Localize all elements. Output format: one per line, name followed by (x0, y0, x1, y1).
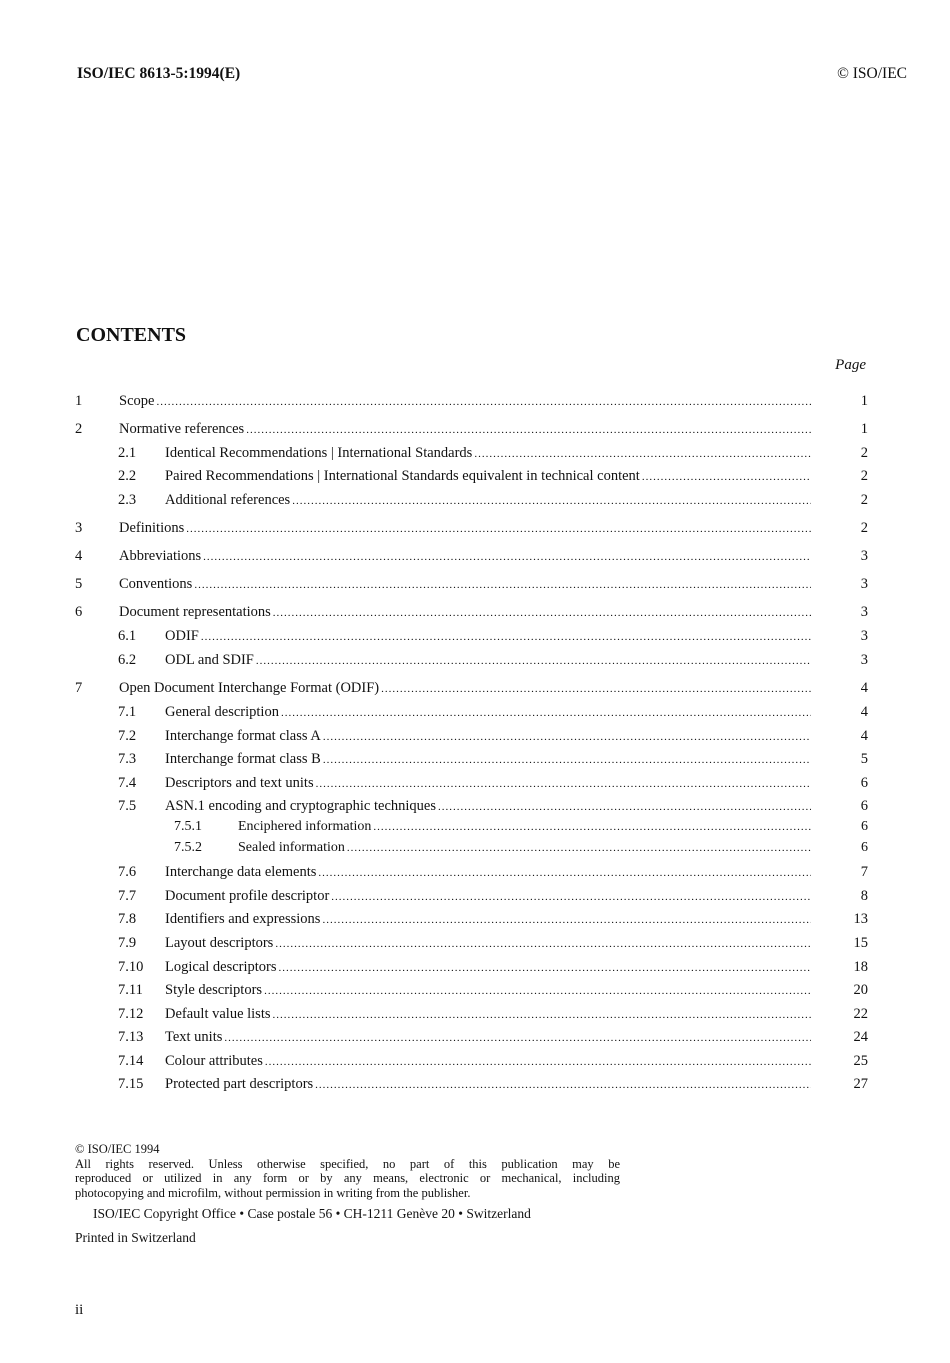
toc-entry-title-text: Interchange data elements (165, 864, 317, 880)
dot-leader (292, 490, 811, 512)
toc-entry-title (119, 601, 811, 624)
toc-entry-title (165, 932, 811, 955)
toc-entry-number: 4 (75, 548, 83, 564)
toc-entry-title-text: Logical descriptors (165, 959, 277, 975)
dot-leader (273, 602, 811, 624)
toc-entry-title-text: Protected part descriptors (165, 1076, 314, 1092)
toc-entry-number: 6.2 (118, 652, 137, 668)
dot-leader (323, 726, 811, 748)
toc-entry[interactable] (0, 418, 950, 440)
toc-entry-number: 2 (75, 421, 83, 437)
toc-entry[interactable] (0, 725, 950, 747)
toc-entry-number: 7.4 (118, 775, 137, 791)
dot-leader (323, 749, 811, 771)
toc-entry[interactable] (0, 701, 950, 723)
toc-entry-title-text: Paired Recommendations | International Standards equivalent in technical content (165, 468, 640, 484)
toc-entry[interactable] (0, 861, 950, 883)
toc-entry-number: 7.7 (118, 888, 137, 904)
toc-entry[interactable] (0, 601, 950, 623)
toc-entry-title-text: Identifiers and expressions (165, 911, 321, 927)
toc-entry-page: 8 (860, 888, 868, 904)
toc-entry-title (119, 418, 811, 441)
toc-entry-title (119, 573, 811, 596)
toc-entry-page: 7 (860, 864, 868, 880)
dot-leader (316, 773, 811, 795)
toc-entry[interactable] (0, 956, 950, 978)
toc-entry-title (165, 772, 811, 795)
toc-entry-title-text: Open Document Interchange Format (ODIF) (119, 680, 380, 696)
dot-leader (203, 546, 811, 568)
toc-entry-title (165, 701, 811, 724)
toc-entry-title (165, 465, 811, 488)
toc-entry[interactable] (0, 573, 950, 595)
rights-line: reproduced or utilized in any form or by any means, electronic or mechanical, including (75, 1171, 620, 1185)
dot-leader (194, 574, 811, 596)
rights-line: photocopying and microfilm, without permission in writing from the publisher. (75, 1185, 471, 1200)
dot-leader (281, 702, 811, 724)
toc-entry-number: 7.3 (118, 751, 137, 767)
toc-entry-page: 27 (853, 1076, 868, 1092)
toc-entry-page: 1 (860, 393, 868, 409)
toc-entry-page: 15 (853, 935, 868, 951)
toc-entry-title-text: Layout descriptors (165, 935, 274, 951)
toc-entry[interactable] (0, 932, 950, 954)
toc-entry-title (165, 625, 811, 648)
toc-entry-title-text: Abbreviations (119, 548, 202, 564)
toc-entry-title-text: Scope (119, 393, 155, 409)
toc-entry-title (238, 816, 811, 838)
toc-entry-title-text: Interchange format class B (165, 751, 321, 767)
toc-entry-title-text: Document profile descriptor (165, 888, 330, 904)
running-header-left: ISO/IEC 8613-5:1994(E) (77, 65, 241, 82)
toc-entry[interactable] (0, 795, 950, 817)
toc-entry-page: 3 (860, 652, 868, 668)
toc-entry-page: 4 (860, 680, 868, 696)
toc-entry-page: 6 (860, 798, 868, 814)
toc-entry[interactable] (0, 390, 950, 412)
page-column-label: Page (835, 357, 866, 373)
toc-entry-page: 6 (861, 840, 868, 855)
toc-entry-title (119, 545, 811, 568)
toc-entry-number: 1 (75, 393, 83, 409)
toc-entry-title (165, 725, 811, 748)
toc-entry[interactable] (0, 1050, 950, 1072)
toc-entry-title (119, 517, 811, 540)
dot-leader (642, 466, 811, 488)
dot-leader (246, 419, 811, 441)
toc-entry-title (165, 861, 811, 884)
toc-entry[interactable] (0, 677, 950, 699)
toc-entry-page: 4 (860, 704, 868, 720)
toc-entry-number: 2.2 (118, 468, 137, 484)
toc-entry-page: 18 (853, 959, 868, 975)
toc-entry-page: 24 (853, 1029, 868, 1045)
toc-entry-title-text: ODIF (165, 628, 199, 644)
dot-leader (331, 886, 811, 908)
toc-entry-title-text: Definitions (119, 520, 185, 536)
dot-leader (224, 1027, 811, 1049)
copyright-line: © ISO/IEC 1994 (75, 1142, 160, 1156)
toc-entry[interactable] (0, 1026, 950, 1048)
toc-entry-title (165, 885, 811, 908)
toc-entry[interactable] (0, 837, 950, 859)
toc-entry[interactable] (0, 625, 950, 647)
dot-leader (279, 957, 811, 979)
toc-entry-number: 7.5 (118, 798, 137, 814)
toc-entry-title-text: Descriptors and text units (165, 775, 314, 791)
toc-entry-number: 7.14 (118, 1053, 144, 1069)
toc-entry-title-text: Additional references (165, 492, 291, 508)
toc-entry[interactable] (0, 545, 950, 567)
toc-entry-title-text: ASN.1 encoding and cryptographic techniques (165, 798, 436, 814)
toc-entry-number: 2.1 (118, 445, 137, 461)
toc-entry-title (165, 748, 811, 771)
toc-entry-number: 7.13 (118, 1029, 144, 1045)
toc-entry-number: 7.5.1 (174, 819, 202, 834)
toc-entry[interactable] (0, 517, 950, 539)
toc-entry-page: 6 (860, 775, 868, 791)
printed-in-line: Printed in Switzerland (75, 1230, 196, 1245)
toc-entry[interactable] (0, 885, 950, 907)
page-number: ii (75, 1302, 84, 1318)
toc-entry[interactable] (0, 442, 950, 464)
toc-entry-title (165, 1050, 811, 1073)
toc-entry-number: 7.12 (118, 1006, 144, 1022)
toc-entry-number: 7.1 (118, 704, 137, 720)
toc-entry-title-text: Style descriptors (165, 982, 263, 998)
toc-entry-number: 6 (75, 604, 83, 620)
toc-entry-title (165, 956, 811, 979)
toc-entry-title (119, 677, 811, 700)
running-header-right: © ISO/IEC (837, 65, 907, 82)
toc-entry-page: 13 (853, 911, 868, 927)
toc-entry-page: 3 (860, 576, 868, 592)
toc-entry-number: 7.2 (118, 728, 137, 744)
toc-entry-title (165, 442, 811, 465)
dot-leader (373, 816, 811, 838)
rights-line: All rights reserved. Unless otherwise specified, no part of this publication may be (75, 1156, 620, 1171)
toc-entry-number: 7.6 (118, 864, 137, 880)
toc-entry-title-text: Interchange format class A (165, 728, 321, 744)
toc-entry-page: 20 (853, 982, 868, 998)
toc-entry-title (165, 1026, 811, 1049)
toc-entry-title (165, 649, 811, 672)
toc-entry-title-text: ODL and SDIF (165, 652, 254, 668)
toc-entry-title (238, 837, 811, 859)
dot-leader (186, 518, 811, 540)
toc-entry-number: 5 (75, 576, 83, 592)
toc-entry-title (165, 795, 811, 818)
contents-heading: CONTENTS (76, 324, 187, 346)
toc-entry-title-text: Default value lists (165, 1006, 271, 1022)
toc-entry[interactable] (0, 979, 950, 1001)
toc-entry-page: 5 (860, 751, 868, 767)
copyright-office-address: ISO/IEC Copyright Office • Case postale 56 • CH-1211 Genève 20 • Switzerland (93, 1206, 531, 1221)
toc-entry[interactable] (0, 908, 950, 930)
toc-entry-number: 6.1 (118, 628, 137, 644)
toc-entry-title-text: Colour attributes (165, 1053, 263, 1069)
copyright-notice (75, 1142, 620, 1200)
toc-entry-title (119, 390, 811, 413)
toc-entry-number: 7.9 (118, 935, 137, 951)
toc-entry[interactable] (0, 465, 950, 487)
toc-entry[interactable] (0, 748, 950, 770)
dot-leader (275, 933, 811, 955)
toc-entry-title-text: Enciphered information (238, 819, 372, 834)
toc-entry-number: 3 (75, 520, 83, 536)
toc-entry-page: 6 (861, 819, 868, 834)
toc-entry-page: 3 (860, 628, 868, 644)
toc-entry-page: 3 (860, 604, 868, 620)
toc-entry-title (165, 908, 811, 931)
toc-entry[interactable] (0, 772, 950, 794)
toc-entry-title (165, 1073, 811, 1096)
dot-leader (265, 1051, 811, 1073)
toc-entry-title-text: Document representations (119, 604, 271, 620)
dot-leader (201, 626, 811, 648)
toc-entry-page: 25 (853, 1053, 868, 1069)
toc-entry-title-text: Identical Recommendations | International Standards (165, 445, 473, 461)
toc-entry-title-text: General description (165, 704, 279, 720)
toc-entry-title-text: Sealed information (238, 840, 345, 855)
toc-entry-number: 7.8 (118, 911, 137, 927)
toc-entry-title-text: Normative references (119, 421, 245, 437)
toc-entry-page: 4 (860, 728, 868, 744)
toc-entry-page: 2 (860, 445, 868, 461)
toc-entry[interactable] (0, 1073, 950, 1095)
toc-entry-page: 2 (860, 520, 868, 536)
toc-entry[interactable] (0, 816, 950, 838)
toc-entry-number: 7 (75, 680, 83, 696)
toc-entry-number: 7.5.2 (174, 840, 202, 855)
toc-entry-page: 2 (860, 492, 868, 508)
toc-entry-number: 7.11 (118, 982, 143, 998)
dot-leader (438, 796, 811, 818)
toc-entry-page: 2 (860, 468, 868, 484)
dot-leader (315, 1074, 811, 1096)
toc-entry-title-text: Text units (165, 1029, 223, 1045)
toc-entry-title (165, 979, 811, 1002)
dot-leader (318, 862, 811, 884)
toc-entry-title (165, 489, 811, 512)
toc-entry-page: 3 (860, 548, 868, 564)
toc-entry-page: 1 (860, 421, 868, 437)
dot-leader (256, 650, 811, 672)
toc-entry[interactable] (0, 489, 950, 511)
toc-entry-page: 22 (853, 1006, 868, 1022)
dot-leader (156, 391, 811, 413)
dot-leader (273, 1004, 811, 1026)
dot-leader (322, 909, 811, 931)
toc-entry-number: 7.10 (118, 959, 144, 975)
toc-entry-number: 7.15 (118, 1076, 144, 1092)
dot-leader (474, 443, 811, 465)
toc-entry-title (165, 1003, 811, 1026)
dot-leader (381, 678, 811, 700)
toc-entry-number: 2.3 (118, 492, 137, 508)
toc-entry[interactable] (0, 649, 950, 671)
toc-entry[interactable] (0, 1003, 950, 1025)
dot-leader (347, 837, 811, 859)
toc-entry-title-text: Conventions (119, 576, 193, 592)
dot-leader (264, 980, 811, 1002)
